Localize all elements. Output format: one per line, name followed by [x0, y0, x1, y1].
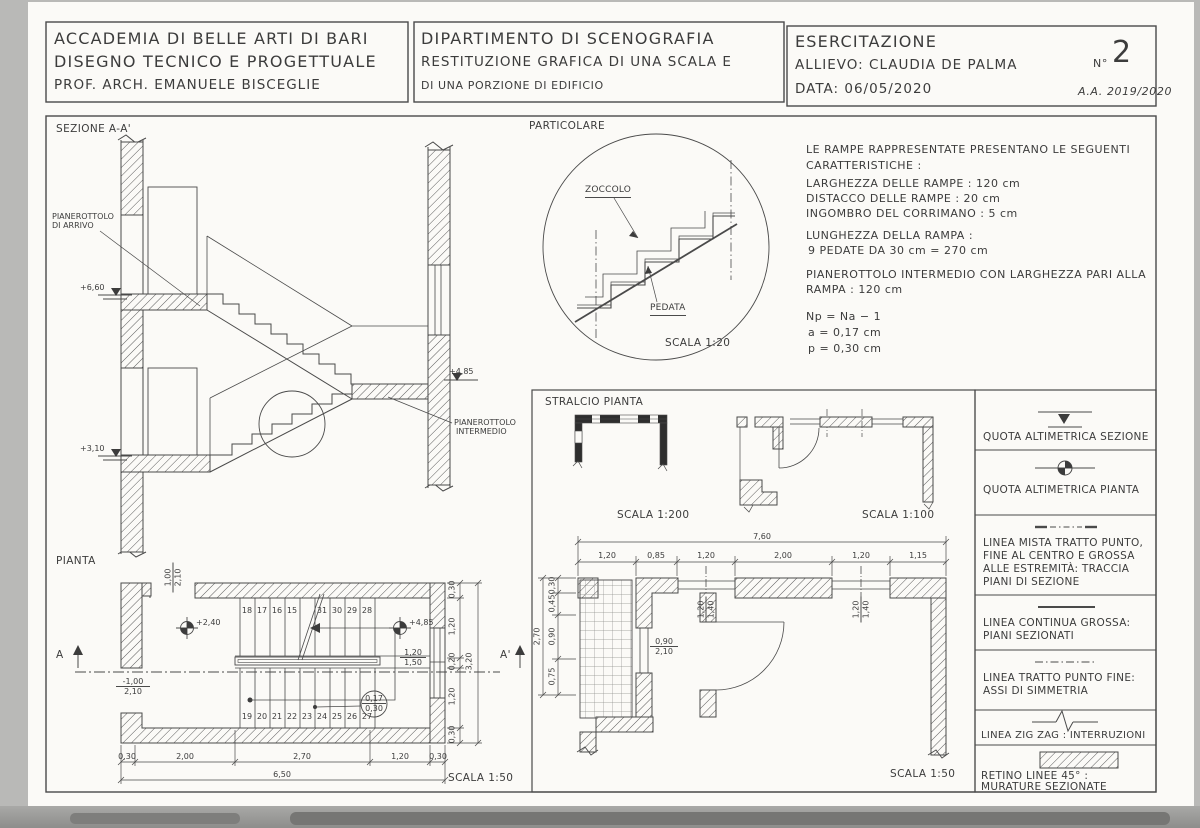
step-number: 24 — [316, 712, 328, 721]
dim-label: 0,30 — [118, 752, 136, 761]
legend-item-label: FINE AL CENTRO E GROSSA — [983, 550, 1135, 562]
step-number: 27 — [361, 712, 373, 721]
quota-intermedio: +4,85 — [449, 367, 474, 376]
legend-item-label: QUOTA ALTIMETRICA SEZIONE — [983, 431, 1149, 443]
dim-label: 0,30 — [547, 576, 557, 595]
note-line: LARGHEZZA DELLE RAMPE : 120 cm — [806, 177, 1021, 190]
note-line: DISTACCO DELLE RAMPE : 20 cm — [806, 192, 1001, 205]
legend-item-label: ALLE ESTREMITÀ: TRACCIA — [983, 563, 1130, 575]
step-number: 19 — [241, 712, 253, 721]
legend-symbols — [1032, 412, 1118, 768]
student-name: ALLIEVO: CLAUDIA DE PALMA — [795, 57, 1018, 73]
legend-item-label: PIANI DI SEZIONE — [983, 576, 1080, 588]
step-number: 23 — [301, 712, 313, 721]
quota-piano: +3,10 — [80, 444, 105, 453]
legend-item-label: LINEA CONTINUA GROSSA: — [983, 617, 1131, 629]
legend-item-label: MURATURE SEZIONATE — [981, 781, 1107, 793]
riser-tread-fraction: $\frac{0,17}{0,30}$ — [362, 694, 386, 713]
note-line: a = 0,17 cm — [808, 326, 882, 339]
note-line: RAMPA : 120 cm — [806, 283, 903, 296]
dim-label: 1,20 — [447, 617, 457, 636]
step-number: 20 — [256, 712, 268, 721]
step-number: 21 — [271, 712, 283, 721]
dim-label: 2,00 — [176, 752, 194, 761]
scanner-edge-shadow — [70, 813, 240, 824]
step-number: 28 — [361, 606, 373, 615]
door-dimension-fraction: 1,00 2,10 — [164, 563, 183, 593]
course-name: DISEGNO TECNICO E PROGETTUALE — [54, 52, 377, 71]
dim-total: 3,20 — [464, 652, 474, 671]
professor-name: PROF. ARCH. EMANUELE BISCEGLIE — [54, 77, 321, 93]
stralcio-scale-50: SCALA 1:50 — [890, 768, 956, 780]
zoccolo-label: ZOCCOLO — [585, 186, 631, 198]
note-line: PIANEROTTOLO INTERMEDIO CON LARGHEZZA PARI ALLA — [806, 268, 1147, 281]
note-line: p = 0,30 cm — [808, 342, 882, 355]
stralcio-scale-100: SCALA 1:100 — [862, 509, 935, 521]
pianerottolo-intermedio-label-2: INTERMEDIO — [456, 427, 507, 436]
step-number: 22 — [286, 712, 298, 721]
legend-item-label: ASSI DI SIMMETRIA — [983, 685, 1089, 697]
particolare-drawing — [543, 134, 769, 360]
note-line: CARATTERISTICHE : — [806, 159, 922, 172]
sheet-number: 2 — [1112, 35, 1132, 70]
note-line: INGOMBRO DEL CORRIMANO : 5 cm — [806, 207, 1018, 220]
step-number: 15 — [286, 606, 298, 615]
pianerottolo-arrivo-label: PIANEROTTOLO — [52, 212, 114, 221]
dim-label: 1,20 — [852, 551, 870, 560]
step-number: 26 — [346, 712, 358, 721]
dim-label: 0,45 — [547, 594, 557, 613]
legend-item-label: QUOTA ALTIMETRICA PIANTA — [983, 484, 1140, 496]
window-dimension-fraction: 1,20 1,40 — [852, 597, 871, 623]
sezione-title: SEZIONE A-A' — [56, 123, 132, 135]
dim-label: 1,20 — [447, 687, 457, 706]
dim-label: 1,20 — [598, 551, 616, 560]
dim-label: 0,75 — [547, 667, 557, 686]
note-line: LUNGHEZZA DELLA RAMPA : — [806, 229, 974, 242]
academic-year: A.A. 2019/2020 — [1078, 85, 1173, 98]
department-name: DIPARTIMENTO DI SCENOGRAFIA — [421, 29, 715, 48]
stralcio-drawing — [538, 409, 949, 758]
pianerottolo-intermedio-label: PIANEROTTOLO — [454, 418, 516, 427]
drawing-subject: RESTITUZIONE GRAFICA DI UNA SCALA E — [421, 54, 732, 70]
particolare-scale: SCALA 1:20 — [665, 337, 731, 349]
plan-quota: +4,85 — [409, 618, 434, 627]
step-number: 25 — [331, 712, 343, 721]
dim-label: 0,30 — [429, 752, 447, 761]
pedata-label: PEDATA — [650, 304, 686, 316]
sezione-drawing — [98, 135, 478, 557]
stralcio-scale-200: SCALA 1:200 — [617, 509, 690, 521]
window-dimension-fraction: 1,20 1,40 — [697, 597, 716, 623]
dim-total: 2,70 — [532, 627, 542, 646]
sheet-number-prefix: N° — [1093, 57, 1108, 70]
pianta-title: PIANTA — [56, 555, 96, 567]
legend-item-label: LINEA MISTA TRATTO PUNTO, — [983, 537, 1144, 549]
stralcio-title: STRALCIO PIANTA — [545, 396, 644, 408]
exercise-label: ESERCITAZIONE — [795, 32, 938, 51]
step-number: 31 — [316, 606, 328, 615]
scanner-edge-shadow — [290, 812, 1170, 825]
dim-label: 0,20 — [447, 652, 457, 671]
step-number: 17 — [256, 606, 268, 615]
section-axis-label-a: A — [56, 649, 64, 661]
dim-label: 1,15 — [909, 551, 927, 560]
drawing-subject-2: DI UNA PORZIONE DI EDIFICIO — [421, 79, 604, 92]
dim-total: 6,50 — [273, 770, 291, 779]
note-line: Np = Na − 1 — [806, 310, 882, 323]
window-dimension-fraction: $\frac{1,20}{1,50}$ — [400, 648, 426, 667]
dim-label: 0,85 — [647, 551, 665, 560]
dim-total: 7,60 — [753, 532, 771, 541]
particolare-title: PARTICOLARE — [529, 120, 606, 132]
date-label: DATA: 06/05/2020 — [795, 81, 933, 97]
dim-label: 2,70 — [293, 752, 311, 761]
step-number: 18 — [241, 606, 253, 615]
legend-item-label: PIANI SEZIONATI — [983, 630, 1074, 642]
door-dimension-fraction: $\frac{0,90}{2,10}$ — [650, 637, 678, 656]
school-name: ACCADEMIA DI BELLE ARTI DI BARI — [54, 29, 369, 48]
plan-quota: +2,40 — [196, 618, 221, 627]
dim-label: 0,90 — [547, 627, 557, 646]
dim-label: 0,30 — [447, 580, 457, 599]
pianta-scale: SCALA 1:50 — [448, 772, 514, 784]
step-number: 30 — [331, 606, 343, 615]
dim-label: 0,30 — [447, 725, 457, 744]
step-number: 16 — [271, 606, 283, 615]
step-number: 29 — [346, 606, 358, 615]
dim-label: 1,20 — [391, 752, 409, 761]
legend-item-label: LINEA ZIG ZAG : INTERRUZIONI — [981, 730, 1146, 741]
pianerottolo-arrivo-label-2: DI ARRIVO — [52, 221, 94, 230]
note-line: 9 PEDATE DA 30 cm = 270 cm — [808, 244, 989, 257]
section-axis-label-a1: A' — [500, 649, 511, 661]
note-line: LE RAMPE RAPPRESENTATE PRESENTANO LE SEGUENTI — [806, 143, 1131, 156]
quota-arrivo: +6,60 — [80, 283, 105, 292]
dim-label: 2,00 — [774, 551, 792, 560]
legend-item-label: RETINO LINEE 45° : — [981, 770, 1089, 782]
door-dimension-fraction: $\frac{-1,00}{2,10}$ — [116, 677, 150, 696]
dim-label: 1,20 — [697, 551, 715, 560]
legend-item-label: LINEA TRATTO PUNTO FINE: — [983, 672, 1136, 684]
